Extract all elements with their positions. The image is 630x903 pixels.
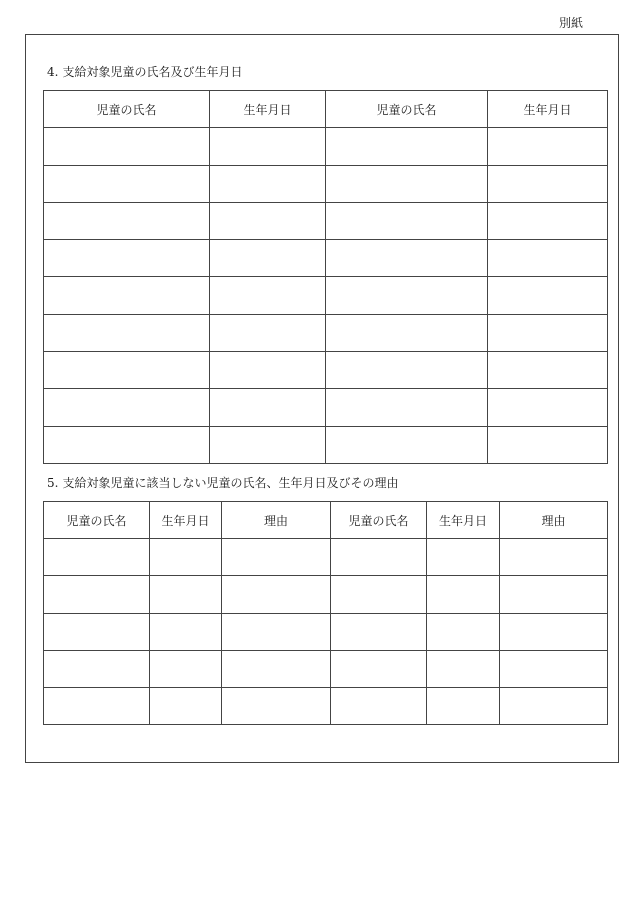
eligible-birthdate-cell[interactable] xyxy=(488,202,608,239)
table-row xyxy=(44,314,608,351)
ineligible-reason-cell[interactable] xyxy=(222,539,331,576)
table-row xyxy=(44,687,608,724)
attachment-label: 別紙 xyxy=(559,16,584,30)
ineligible-child-name-cell[interactable] xyxy=(331,539,427,576)
eligible-birthdate-cell[interactable] xyxy=(488,165,608,202)
eligible-birthdate-cell[interactable] xyxy=(488,389,608,426)
section-5-number: 5. xyxy=(47,476,59,490)
column-header-reason: 理由 xyxy=(222,502,331,539)
ineligible-reason-cell[interactable] xyxy=(500,539,608,576)
ineligible-child-name-cell[interactable] xyxy=(331,576,427,613)
ineligible-child-name-cell[interactable] xyxy=(44,613,150,650)
section-4-heading xyxy=(47,65,242,79)
table-row xyxy=(44,128,608,165)
eligible-child-name-cell[interactable] xyxy=(326,426,488,463)
section-5-heading xyxy=(47,476,398,490)
column-header-child-name: 児童の氏名 xyxy=(331,502,427,539)
ineligible-reason-cell[interactable] xyxy=(222,613,331,650)
ineligible-reason-cell[interactable] xyxy=(500,650,608,687)
eligible-birthdate-cell[interactable] xyxy=(210,240,326,277)
eligible-child-name-cell[interactable] xyxy=(326,389,488,426)
column-header-child-name: 児童の氏名 xyxy=(44,502,150,539)
ineligible-reason-cell[interactable] xyxy=(222,576,331,613)
eligible-birthdate-cell[interactable] xyxy=(488,426,608,463)
eligible-birthdate-cell[interactable] xyxy=(210,277,326,314)
eligible-birthdate-cell[interactable] xyxy=(210,352,326,389)
section-4-number: 4. xyxy=(47,65,59,79)
table-row xyxy=(44,576,608,613)
table-row xyxy=(44,389,608,426)
ineligible-birthdate-cell[interactable] xyxy=(427,650,500,687)
column-header-birthdate: 生年月日 xyxy=(210,91,326,128)
eligible-birthdate-cell[interactable] xyxy=(210,426,326,463)
table-header-row xyxy=(44,91,608,128)
ineligible-birthdate-cell[interactable] xyxy=(427,576,500,613)
table-row xyxy=(44,240,608,277)
ineligible-child-name-cell[interactable] xyxy=(44,576,150,613)
eligible-child-name-cell[interactable] xyxy=(44,389,210,426)
eligible-birthdate-cell[interactable] xyxy=(210,314,326,351)
ineligible-child-name-cell[interactable] xyxy=(44,539,150,576)
eligible-birthdate-cell[interactable] xyxy=(488,314,608,351)
column-header-birthdate: 生年月日 xyxy=(427,502,500,539)
eligible-birthdate-cell[interactable] xyxy=(488,352,608,389)
column-header-birthdate: 生年月日 xyxy=(150,502,222,539)
eligible-child-name-cell[interactable] xyxy=(326,165,488,202)
ineligible-birthdate-cell[interactable] xyxy=(150,539,222,576)
eligible-birthdate-cell[interactable] xyxy=(210,128,326,165)
ineligible-children-table xyxy=(43,501,608,725)
eligible-child-name-cell[interactable] xyxy=(44,277,210,314)
section-4-title: 支給対象児童の氏名及び生年月日 xyxy=(62,65,243,79)
table-row xyxy=(44,650,608,687)
eligible-birthdate-cell[interactable] xyxy=(210,165,326,202)
table-row xyxy=(44,352,608,389)
ineligible-birthdate-cell[interactable] xyxy=(427,687,500,724)
eligible-child-name-cell[interactable] xyxy=(326,277,488,314)
ineligible-child-name-cell[interactable] xyxy=(331,687,427,724)
table-row xyxy=(44,277,608,314)
eligible-child-name-cell[interactable] xyxy=(326,352,488,389)
eligible-child-name-cell[interactable] xyxy=(44,202,210,239)
eligible-birthdate-cell[interactable] xyxy=(210,389,326,426)
table-header-row xyxy=(44,502,608,539)
ineligible-birthdate-cell[interactable] xyxy=(150,613,222,650)
ineligible-birthdate-cell[interactable] xyxy=(150,687,222,724)
ineligible-child-name-cell[interactable] xyxy=(44,687,150,724)
eligible-birthdate-cell[interactable] xyxy=(488,128,608,165)
ineligible-reason-cell[interactable] xyxy=(222,687,331,724)
ineligible-birthdate-cell[interactable] xyxy=(427,613,500,650)
eligible-child-name-cell[interactable] xyxy=(44,128,210,165)
ineligible-child-name-cell[interactable] xyxy=(331,650,427,687)
column-header-birthdate: 生年月日 xyxy=(488,91,608,128)
ineligible-reason-cell[interactable] xyxy=(500,576,608,613)
eligible-child-name-cell[interactable] xyxy=(326,240,488,277)
table-row xyxy=(44,165,608,202)
eligible-birthdate-cell[interactable] xyxy=(488,240,608,277)
eligible-birthdate-cell[interactable] xyxy=(210,202,326,239)
section-5-title: 支給対象児童に該当しない児童の氏名、生年月日及びその理由 xyxy=(62,476,399,490)
table-row xyxy=(44,613,608,650)
eligible-birthdate-cell[interactable] xyxy=(488,277,608,314)
ineligible-reason-cell[interactable] xyxy=(222,650,331,687)
ineligible-reason-cell[interactable] xyxy=(500,613,608,650)
table-row xyxy=(44,202,608,239)
column-header-child-name: 児童の氏名 xyxy=(326,91,488,128)
ineligible-child-name-cell[interactable] xyxy=(44,650,150,687)
eligible-child-name-cell[interactable] xyxy=(44,426,210,463)
eligible-child-name-cell[interactable] xyxy=(44,240,210,277)
ineligible-child-name-cell[interactable] xyxy=(331,613,427,650)
ineligible-birthdate-cell[interactable] xyxy=(150,576,222,613)
table-row xyxy=(44,539,608,576)
eligible-child-name-cell[interactable] xyxy=(326,128,488,165)
eligible-children-table xyxy=(43,90,608,464)
ineligible-birthdate-cell[interactable] xyxy=(427,539,500,576)
eligible-child-name-cell[interactable] xyxy=(44,352,210,389)
ineligible-birthdate-cell[interactable] xyxy=(150,650,222,687)
eligible-child-name-cell[interactable] xyxy=(326,314,488,351)
eligible-child-name-cell[interactable] xyxy=(44,314,210,351)
eligible-child-name-cell[interactable] xyxy=(326,202,488,239)
eligible-child-name-cell[interactable] xyxy=(44,165,210,202)
column-header-child-name: 児童の氏名 xyxy=(44,91,210,128)
column-header-reason: 理由 xyxy=(500,502,608,539)
table-row xyxy=(44,426,608,463)
ineligible-reason-cell[interactable] xyxy=(500,687,608,724)
